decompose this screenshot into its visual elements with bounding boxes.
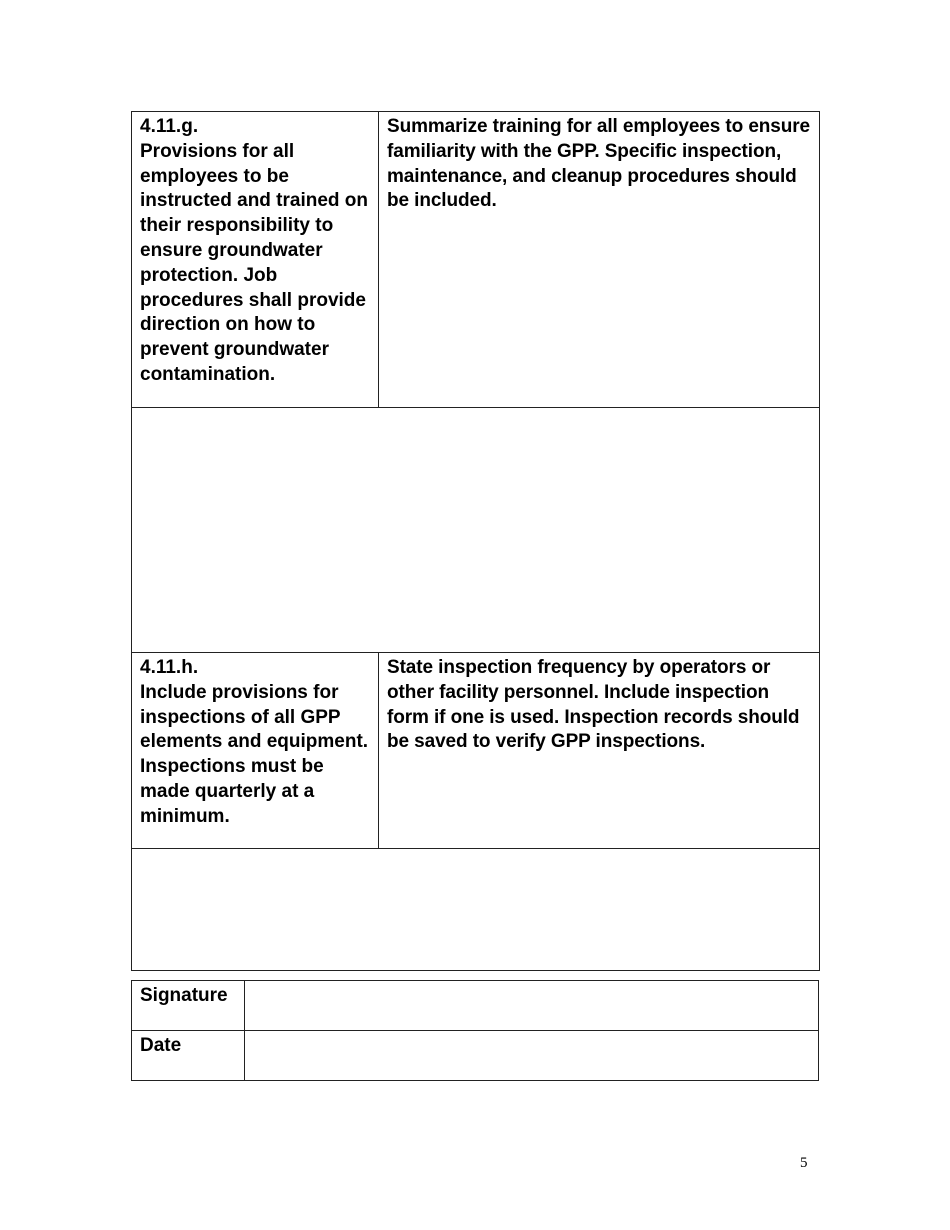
date-row bbox=[132, 1031, 819, 1081]
instruction-text: Summarize training for all employees to ensure familiarity with the GPP. Specific inspection, maintenance, and cleanup procedures should be included. bbox=[387, 116, 811, 212]
date-label: Date bbox=[132, 1031, 245, 1081]
signature-label: Signature bbox=[132, 981, 245, 1031]
instruction-cell bbox=[379, 112, 820, 408]
instruction-text: State inspection frequency by operators or other facility personnel. Include inspection form if one is used. Inspection records should be saved to verify GPP inspections. bbox=[387, 657, 800, 753]
response-area[interactable] bbox=[132, 849, 820, 971]
signature-row bbox=[132, 981, 819, 1031]
gpp-requirements-table bbox=[131, 111, 820, 971]
section-row-4-11-h bbox=[132, 653, 820, 849]
section-reference: 4.11.h. bbox=[140, 657, 199, 678]
page-number: 5 bbox=[800, 1155, 808, 1171]
section-reference: 4.11.g. bbox=[140, 116, 199, 137]
requirement-cell bbox=[132, 653, 379, 849]
requirement-text: Include provisions for inspections of all GPP elements and equipment. Inspections must be made quarterly at a minimum. bbox=[140, 681, 369, 827]
response-row-4-11-h bbox=[132, 849, 820, 971]
response-area[interactable] bbox=[132, 408, 820, 653]
response-row-4-11-g bbox=[132, 408, 820, 653]
signature-table bbox=[131, 980, 819, 1081]
date-field[interactable] bbox=[245, 1031, 819, 1081]
requirement-text: Provisions for all employees to be instructed and trained on their responsibility to ensure groundwater protection. Job procedures shall provide direction on how to prevent groundwater contamination. bbox=[140, 140, 369, 385]
section-row-4-11-g bbox=[132, 112, 820, 408]
requirement-cell bbox=[132, 112, 379, 408]
signature-field[interactable] bbox=[245, 981, 819, 1031]
instruction-cell bbox=[379, 653, 820, 849]
